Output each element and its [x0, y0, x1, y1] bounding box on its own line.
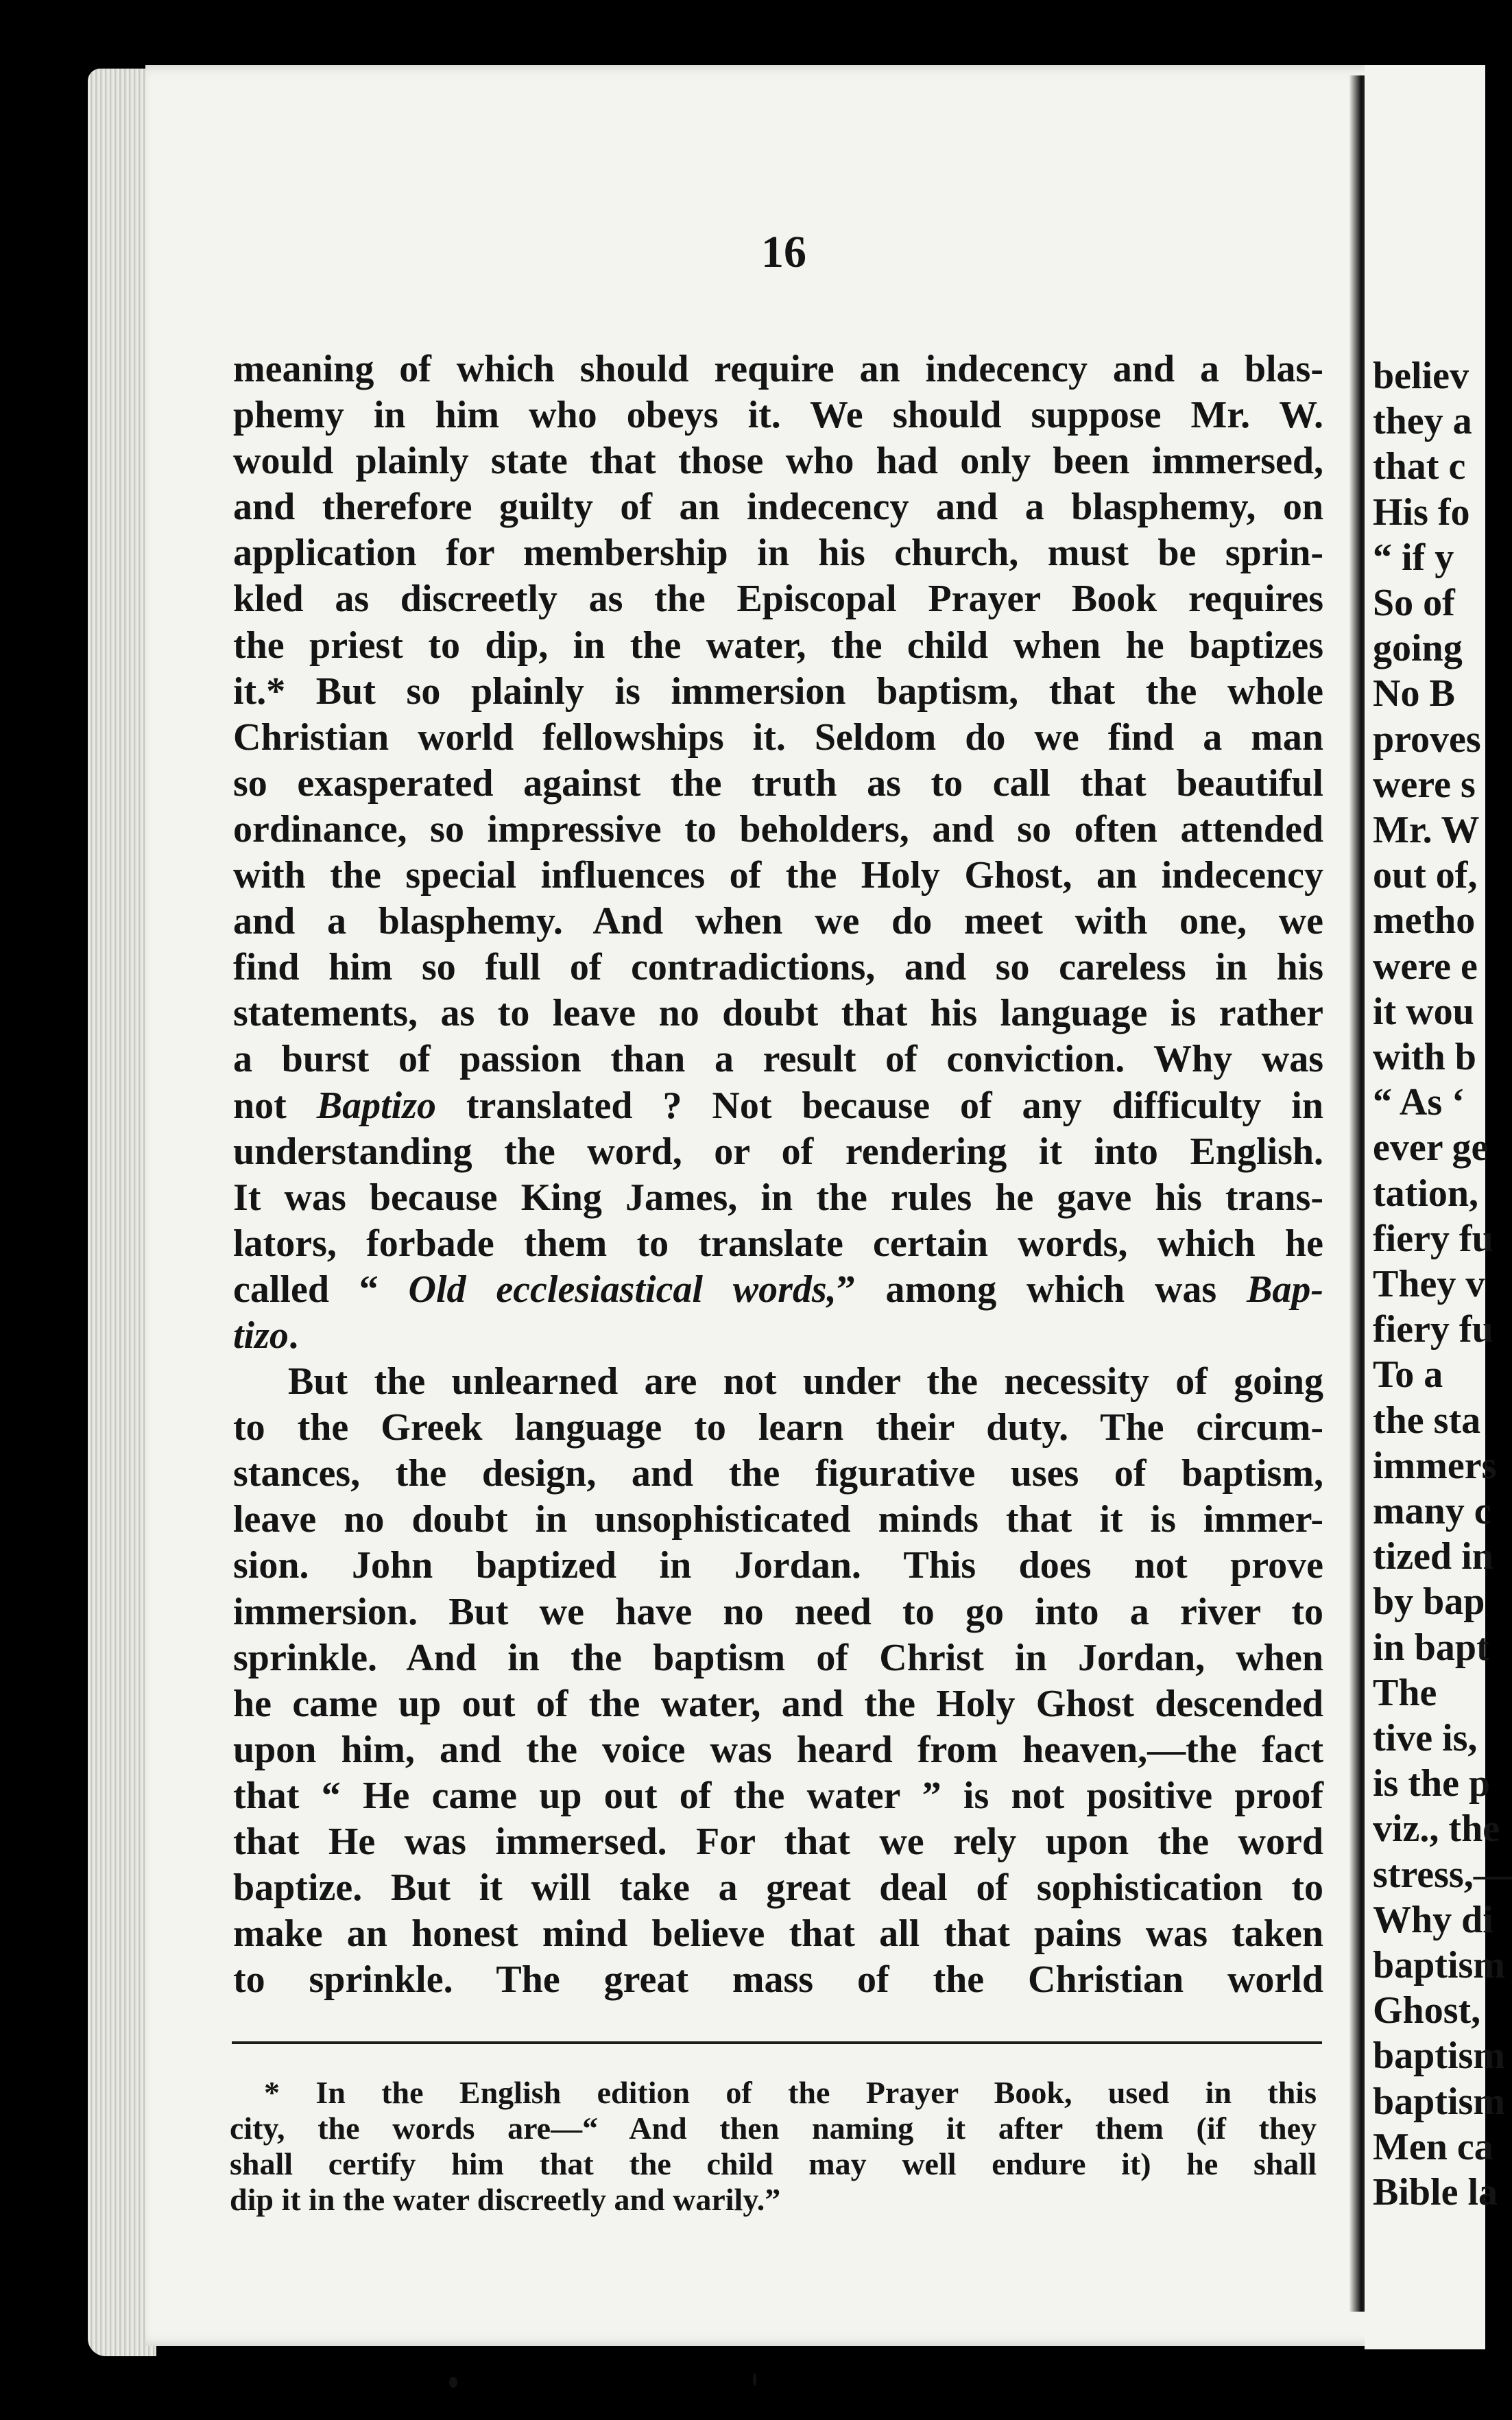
facing-page-line: tized in	[1373, 1535, 1493, 1578]
body-text	[233, 346, 1323, 2003]
italic-text: Old ecclesiastical words,	[408, 1268, 837, 1311]
ink-speck	[753, 2373, 756, 2386]
facing-page-line: Mr. W	[1373, 809, 1480, 851]
text-line	[233, 1589, 1323, 1635]
text-run: But the unlearned are not under the necessity of going	[288, 1360, 1323, 1403]
text-line	[233, 530, 1323, 576]
facing-page-line: is the p	[1373, 1762, 1491, 1805]
text-run: application for membership in his church, must be sprin-	[233, 532, 1323, 575]
facing-page-line: going	[1373, 627, 1463, 670]
text-line	[233, 1773, 1323, 1819]
facing-page-line: baptism	[1373, 2080, 1505, 2123]
text-run: called “	[233, 1268, 409, 1311]
text-run: translated ? Not because of any difficulty in	[435, 1084, 1323, 1127]
text-run: he came up out of the water, and the Holy Ghost descended	[233, 1682, 1323, 1725]
facing-page-line: in bapt	[1373, 1626, 1489, 1669]
facing-page-line: believ	[1373, 355, 1469, 397]
facing-page-line: the sta	[1373, 1399, 1481, 1442]
ink-speck	[449, 2377, 457, 2388]
text-run: make an honest mind believe that all that pains was taken	[233, 1912, 1323, 1956]
text-run: not	[233, 1084, 317, 1127]
text-run: to the Greek language to learn their duty. The circum-	[233, 1406, 1323, 1449]
facing-page-line: Men ca	[1373, 2125, 1493, 2168]
facing-page-line: His fo	[1373, 490, 1470, 534]
text-run: ” among which was	[836, 1268, 1247, 1311]
facing-page-line: out of,	[1373, 854, 1478, 897]
facing-page-line: by bap	[1373, 1580, 1485, 1624]
italic-text: tizo	[233, 1314, 289, 1357]
text-run: Christian world fellowships it. Seldom do we find a man	[233, 715, 1323, 759]
text-run: meaning of which should require an indecency and a blas-	[233, 348, 1323, 390]
text-line	[233, 1175, 1323, 1221]
text-line	[233, 1405, 1323, 1451]
text-line	[233, 392, 1323, 438]
text-run: and therefore guilty of an indecency and a blasphemy, on	[233, 486, 1323, 529]
facing-page-line: many c	[1373, 1490, 1491, 1532]
text-line	[233, 1497, 1323, 1543]
footnote-line: shall certify him that the child may well endure it) he shall	[230, 2146, 1317, 2181]
text-run: find him so full of contradictions, and so careless in his	[233, 946, 1323, 989]
text-run: sion. John baptized in Jordan. This does not prove	[233, 1544, 1323, 1587]
text-line	[233, 1083, 1323, 1129]
facing-page-line: So of	[1373, 582, 1455, 624]
text-line	[233, 1313, 1323, 1359]
facing-page-line: were e	[1373, 945, 1478, 988]
facing-page-line: fiery fu	[1373, 1308, 1493, 1351]
text-line	[233, 899, 1323, 945]
text-run: leave no doubt in unsophisticated minds that it is immer-	[233, 1498, 1323, 1541]
text-line	[233, 1635, 1323, 1681]
facing-page-line: baptism	[1373, 1944, 1505, 1986]
footnote	[230, 2075, 1317, 2218]
text-run: understanding the word, or of rendering it into English.	[233, 1130, 1323, 1173]
text-line	[233, 669, 1323, 715]
text-run: that “ He came up out of the water ” is not positive proof	[233, 1774, 1323, 1817]
facing-page-line: “ As ‘	[1373, 1081, 1465, 1124]
text-run: phemy in him who obeys it. We should suppose Mr. W.	[233, 394, 1323, 437]
facing-page-line: with b	[1373, 1036, 1476, 1078]
facing-page-line: metho	[1373, 899, 1476, 942]
text-line	[233, 807, 1323, 853]
text-line	[233, 1221, 1323, 1267]
footnote-line: city, the words are—“ And then naming it after them (if they	[230, 2111, 1317, 2146]
text-line	[233, 1911, 1323, 1957]
facing-page-line: tive is,	[1373, 1717, 1478, 1759]
facing-page-line: it wou	[1373, 990, 1474, 1033]
facing-page-line: They v	[1373, 1263, 1485, 1305]
facing-page-line: immers	[1373, 1444, 1497, 1487]
facing-page-line: viz., the	[1373, 1807, 1500, 1851]
text-run: the priest to dip, in the water, the child when he baptizes	[233, 624, 1323, 667]
facing-page-line: Bible la	[1373, 2171, 1498, 2214]
footnote-line: * In the English edition of the Prayer Book, used in this	[264, 2075, 1317, 2110]
text-run: lators, forbade them to translate certain words, which he	[233, 1222, 1323, 1265]
text-run: baptize. But it will take a great deal of sophistication to	[233, 1866, 1323, 1910]
page-number: 16	[761, 227, 806, 277]
italic-text: Bap-	[1247, 1268, 1323, 1311]
text-line	[233, 853, 1323, 899]
text-line	[233, 623, 1323, 669]
text-line	[233, 715, 1323, 761]
facing-page-line: Why di	[1373, 1898, 1493, 1941]
text-line	[233, 438, 1323, 484]
text-line	[233, 990, 1323, 1036]
text-line	[233, 1359, 1323, 1405]
text-line	[233, 1129, 1323, 1175]
text-line	[233, 1543, 1323, 1589]
text-run: sprinkle. And in the baptism of Christ in Jordan, when	[233, 1636, 1323, 1679]
text-run: would plainly state that those who had only been immersed,	[233, 440, 1323, 483]
facing-page-line: No B	[1373, 672, 1455, 715]
facing-page-line: that c	[1373, 445, 1466, 488]
text-line	[233, 1819, 1323, 1865]
text-run: ordinance, so impressive to beholders, and so often attended	[233, 807, 1323, 851]
italic-text: Baptizo	[316, 1084, 436, 1127]
text-run: that He was immersed. For that we rely upon the word	[233, 1820, 1323, 1863]
text-line	[233, 1727, 1323, 1773]
footnote-rule	[232, 2041, 1322, 2044]
text-line	[233, 1865, 1323, 1911]
text-line	[233, 1681, 1323, 1727]
facing-page-line: “ if y	[1373, 536, 1454, 579]
text-run: immersion. But we have no need to go into a river to	[233, 1590, 1323, 1633]
text-line	[233, 484, 1323, 530]
text-run: and a blasphemy. And when we do meet with one, we	[233, 900, 1323, 943]
text-run: .	[288, 1314, 298, 1357]
facing-page	[1365, 65, 1512, 2349]
text-line	[233, 1036, 1323, 1082]
text-run: statements, as to leave no doubt that his language is rather	[233, 992, 1323, 1035]
text-line	[233, 761, 1323, 807]
facing-page-line: To a	[1373, 1353, 1443, 1397]
text-run: it.* But so plainly is immersion baptism, that the whole	[233, 669, 1323, 713]
text-run: to sprinkle. The great mass of the Christian world	[233, 1958, 1323, 2002]
text-run: upon him, and the voice was heard from heaven,—the fact	[233, 1728, 1323, 1771]
facing-page-line: were s	[1373, 763, 1476, 806]
text-line	[233, 1451, 1323, 1497]
text-run: kled as discreetly as the Episcopal Prayer Book requires	[233, 578, 1323, 621]
facing-page-line: The	[1373, 1671, 1437, 1714]
facing-page-line: they a	[1373, 400, 1472, 443]
facing-page-line: baptism	[1373, 2035, 1505, 2078]
text-line	[233, 576, 1323, 622]
text-line	[233, 346, 1323, 392]
facing-page-line: fiery fu	[1373, 1217, 1493, 1260]
text-run: stances, the design, and the figurative uses of baptism,	[233, 1452, 1323, 1495]
text-line	[233, 1957, 1323, 2003]
text-line	[233, 945, 1323, 990]
text-run: so exasperated against the truth as to call that beautiful	[233, 761, 1323, 805]
footnote-line: dip it in the water discreetly and warily.”	[230, 2182, 781, 2217]
facing-page-line: stress,—	[1373, 1853, 1512, 1896]
text-line	[233, 1267, 1323, 1313]
text-run: with the special influences of the Holy Ghost, an indecency	[233, 854, 1323, 897]
facing-page-line: proves	[1373, 717, 1481, 761]
text-run: It was because King James, in the rules he gave his trans-	[233, 1176, 1323, 1219]
facing-page-line: tation,	[1373, 1172, 1478, 1215]
facing-page-line: ever ge	[1373, 1126, 1489, 1170]
text-run: a burst of passion than a result of conviction. Why was	[233, 1038, 1323, 1081]
facing-page-line: Ghost,	[1373, 1989, 1481, 2032]
